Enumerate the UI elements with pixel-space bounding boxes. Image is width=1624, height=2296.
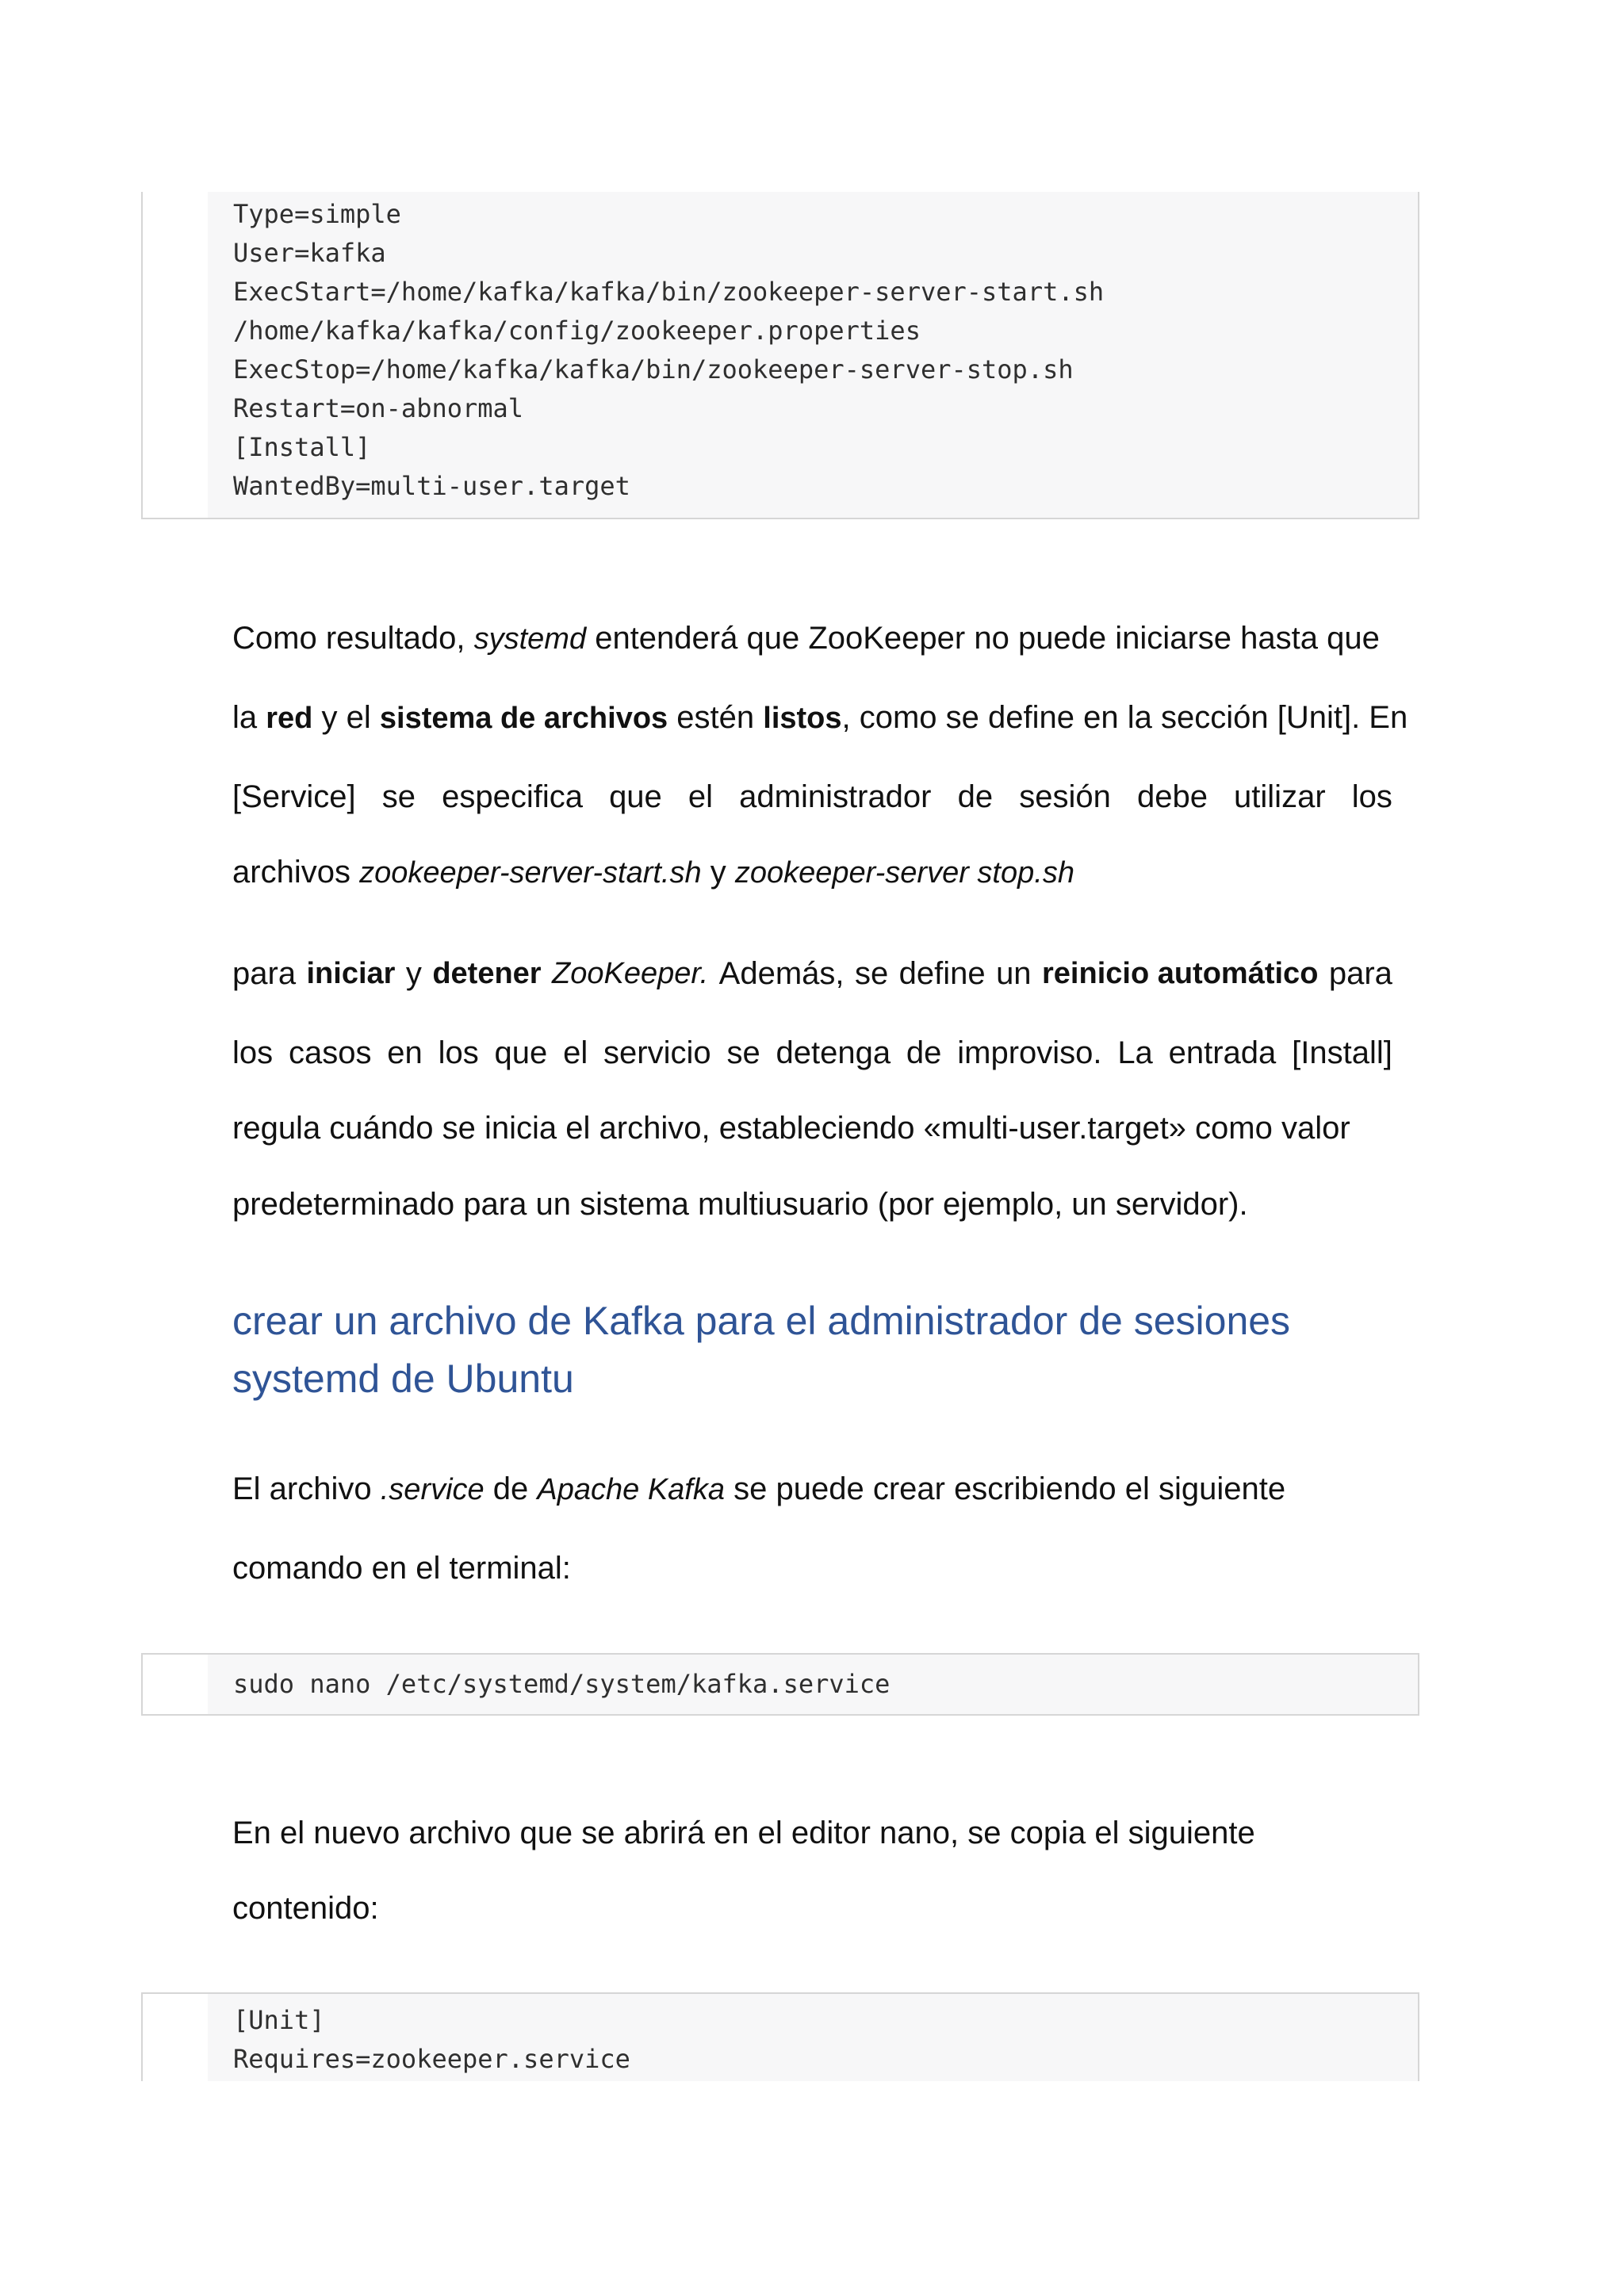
word: los: [438, 1035, 479, 1070]
word: los: [1351, 779, 1392, 814]
bold-term: detener: [432, 957, 542, 990]
code-block-kafka-service: [141, 1992, 1419, 2081]
bold-term: listos: [763, 702, 842, 735]
word: de: [957, 779, 994, 814]
text: se puede crear escribiendo el siguiente: [725, 1471, 1286, 1506]
italic-term: Apache Kafka: [537, 1473, 725, 1506]
word: especifica: [442, 779, 583, 814]
word: el: [563, 1035, 588, 1070]
word: en: [387, 1035, 423, 1070]
word: servicio: [603, 1035, 711, 1070]
code-line: ExecStart=/home/kafka/kafka/bin/zookeeper-server-start.sh: [233, 277, 1105, 307]
word: Además,: [718, 956, 845, 991]
word: casos: [288, 1035, 372, 1070]
heading-line: crear un archivo de Kafka para el administrador de sesiones: [232, 1299, 1291, 1343]
code-line: User=kafka: [233, 238, 386, 268]
paragraph-line: regula cuándo se inicia el archivo, estableciendo «multi-user.target» como valor: [232, 1111, 1350, 1146]
word: que: [494, 1035, 548, 1070]
heading-line: systemd de Ubuntu: [232, 1357, 574, 1401]
word: debe: [1136, 779, 1208, 814]
paragraph-line: contenido:: [232, 1891, 379, 1926]
paragraph-line: [232, 1469, 1392, 1510]
code-line: [Unit]: [233, 2005, 325, 2035]
italic-term: zookeeper-server-start.sh: [359, 856, 702, 890]
text: El archivo: [232, 1471, 381, 1506]
italic-term: systemd: [473, 622, 587, 656]
text: Como resultado,: [232, 621, 474, 656]
code-gutter: [143, 1655, 208, 1714]
word: un: [996, 956, 1032, 991]
code-line: /home/kafka/kafka/config/zookeeper.properties: [233, 316, 921, 346]
word: de: [906, 1035, 942, 1070]
paragraph-line: [232, 698, 1408, 738]
code-gutter: [143, 192, 208, 518]
word: se: [726, 1035, 760, 1070]
text: entenderá que ZooKeeper no puede iniciarse hasta que: [586, 621, 1380, 656]
code-line: Type=simple: [233, 199, 401, 229]
paragraph-line-justified: [232, 954, 1392, 993]
bold-term: reinicio automático: [1042, 957, 1319, 990]
word: y: [405, 956, 422, 991]
word: detenga: [776, 1035, 891, 1070]
paragraph-line-justified: [232, 777, 1392, 817]
italic-term: zookeeper-server stop.sh: [734, 856, 1074, 890]
code-line: ExecStop=/home/kafka/kafka/bin/zookeeper-server-stop.sh: [233, 354, 1074, 385]
word: se: [854, 956, 889, 991]
word: para: [1328, 956, 1392, 991]
italic-term: ZooKeeper.: [552, 957, 709, 990]
code-line: Requires=zookeeper.service: [233, 2044, 630, 2074]
text: de: [484, 1471, 538, 1506]
word: se: [381, 779, 416, 814]
code-line: WantedBy=multi-user.target: [233, 471, 630, 501]
italic-term: .service: [380, 1473, 485, 1506]
text: la: [232, 700, 266, 735]
paragraph-line: predeterminado para un sistema multiusuario (por ejemplo, un servidor).: [232, 1187, 1248, 1222]
word: administrador: [739, 779, 932, 814]
code-line: [Install]: [233, 432, 371, 462]
text: estén: [668, 700, 764, 735]
code-block-zookeeper-service: [141, 192, 1419, 519]
word: [Service]: [232, 779, 356, 814]
paragraph-line: comando en el terminal:: [232, 1551, 571, 1586]
word: que: [609, 779, 662, 814]
code-line: Restart=on-abnormal: [233, 393, 524, 423]
section-heading: [232, 1292, 1422, 1408]
text: , como se define en la sección [Unit]. En: [841, 700, 1408, 735]
text: y el: [312, 700, 380, 735]
word: los: [232, 1035, 274, 1070]
word: entrada: [1168, 1035, 1277, 1070]
word: sesión: [1019, 779, 1111, 814]
paragraph-line: En el nuevo archivo que se abrirá en el editor nano, se copia el siguiente: [232, 1816, 1255, 1850]
text: archivos: [232, 855, 360, 890]
word: [Install]: [1292, 1035, 1392, 1070]
paragraph-line: [232, 618, 1392, 659]
word: improviso.: [957, 1035, 1102, 1070]
paragraph-line: [232, 852, 1392, 893]
text: y: [701, 855, 735, 890]
bold-term: iniciar: [306, 957, 396, 990]
word: La: [1117, 1035, 1153, 1070]
code-line: sudo nano /etc/systemd/system/kafka.service: [233, 1669, 891, 1699]
bold-term: sistema de archivos: [379, 702, 668, 735]
word: el: [688, 779, 714, 814]
code-gutter: [143, 1994, 208, 2081]
bold-term: red: [266, 702, 313, 735]
word: define: [898, 956, 986, 991]
code-block-command: [141, 1653, 1419, 1716]
paragraph-line-justified: [232, 1033, 1392, 1073]
word: utilizar: [1234, 779, 1326, 814]
word: para: [232, 956, 297, 991]
